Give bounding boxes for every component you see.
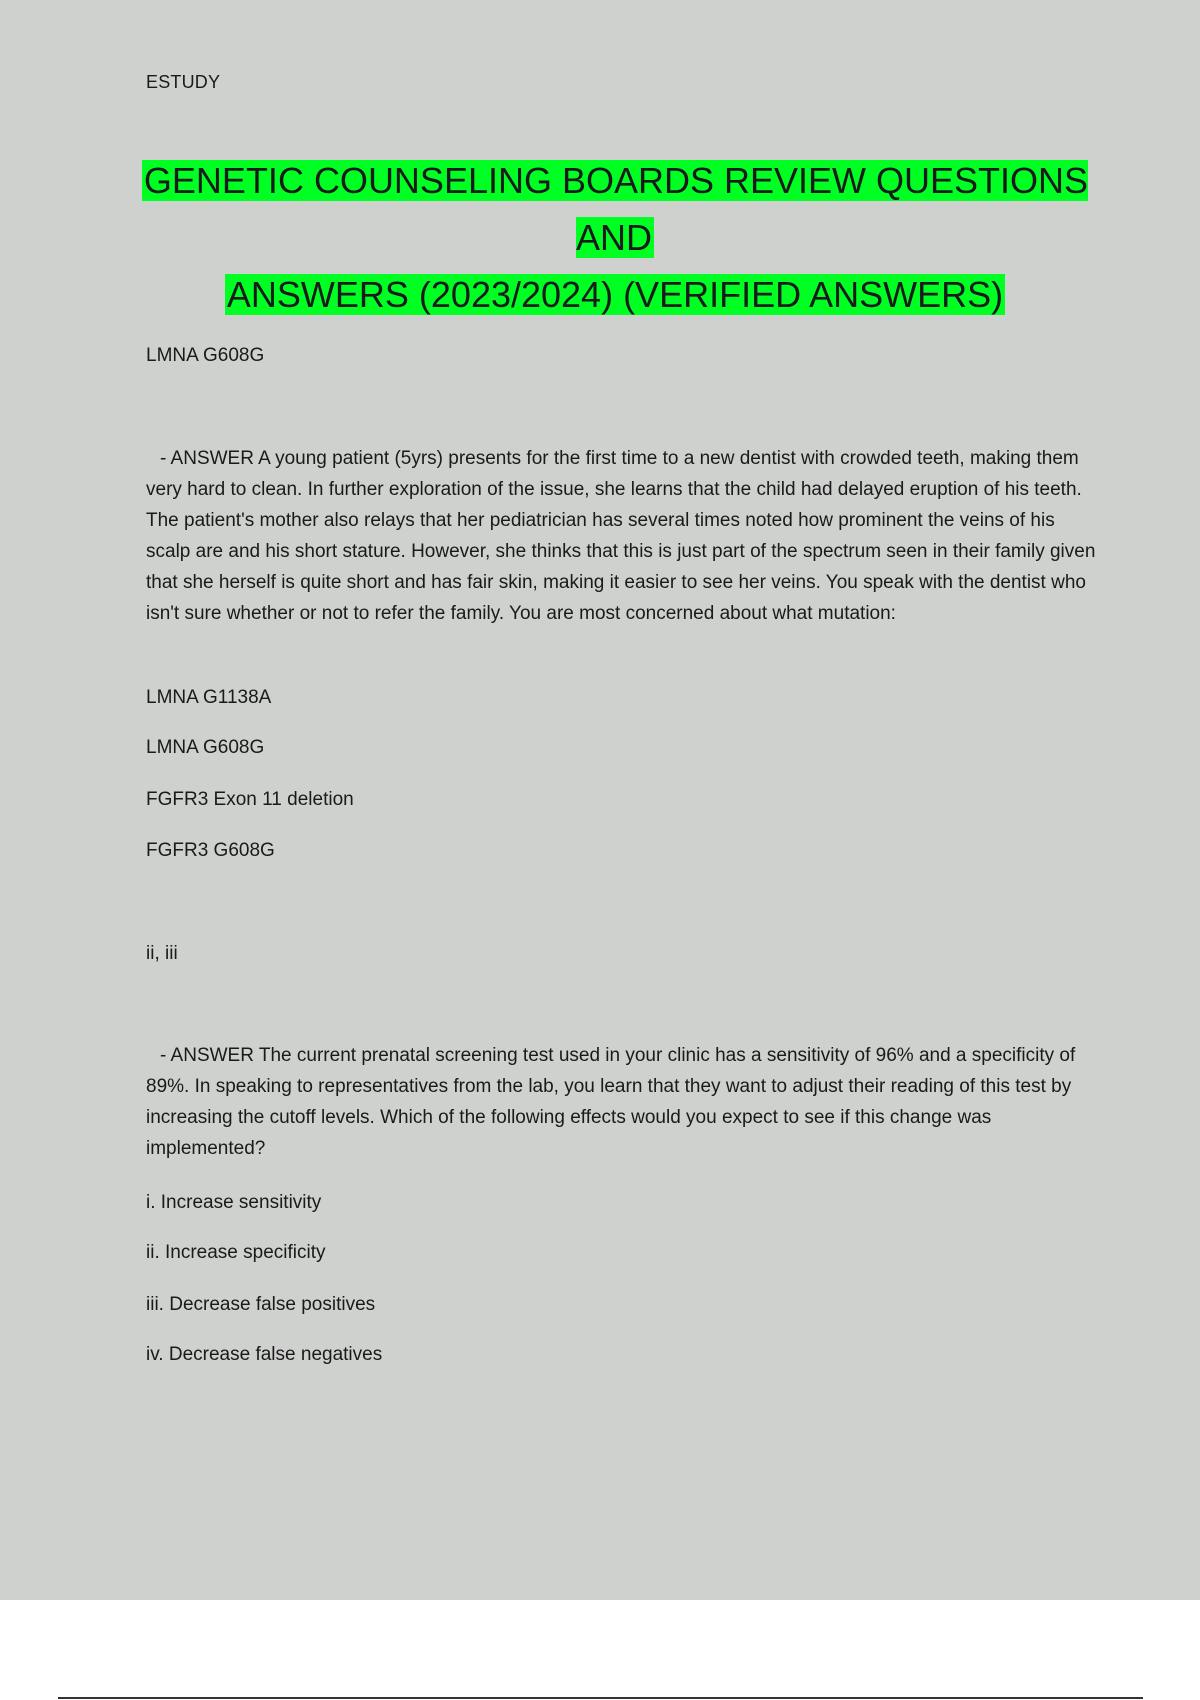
document-title (120, 152, 1110, 323)
q2-option-1: i. Increase sensitivity (146, 1192, 322, 1213)
footer-divider (58, 1697, 1143, 1699)
title-line-2: ANSWERS (2023/2024) (VERIFIED ANSWERS) (226, 274, 1004, 315)
q1-option-3: FGFR3 Exon 11 deletion (146, 789, 354, 810)
q1-option-4: FGFR3 G608G (146, 840, 275, 861)
q2-option-2: ii. Increase specificity (146, 1242, 326, 1263)
q2-option-3: iii. Decrease false positives (146, 1294, 376, 1315)
q1-answer-term: LMNA G608G (146, 345, 265, 366)
q2-question-text: - ANSWER The current prenatal screening test used in your clinic has a sensitivity of 96% and a specificity of 89%. In speaking to representatives from the lab, you learn that they want to adjust their reading of this test by increasing the cutoff levels. Which of the following effects would you expect to see if this change was implemented? (146, 1045, 1076, 1159)
document-header: ESTUDY (146, 72, 221, 92)
q1-option-2: LMNA G608G (146, 737, 265, 758)
title-line-1: GENETIC COUNSELING BOARDS REVIEW QUESTIONS AND (143, 160, 1089, 258)
q1-option-1: LMNA G1138A (146, 687, 272, 708)
q2-option-4: iv. Decrease false negatives (146, 1344, 383, 1365)
q2-answer-term: ii, iii (146, 943, 178, 964)
q1-question-text: - ANSWER A young patient (5yrs) presents for the first time to a new dentist with crowded teeth, making them very hard to clean. In further exploration of the issue, she learns that the child had delayed eruption of his teeth. The patient's mother also relays that her pediatrician has several times noted how prominent the veins of his scalp are and his short stature. However, she thinks that this is just part of the spectrum seen in their family given that she herself is quite short and has fair skin, making it easier to see her veins. You speak with the dentist who isn't sure whether or not to refer the family. You are most concerned about what mutation: (146, 448, 1096, 624)
